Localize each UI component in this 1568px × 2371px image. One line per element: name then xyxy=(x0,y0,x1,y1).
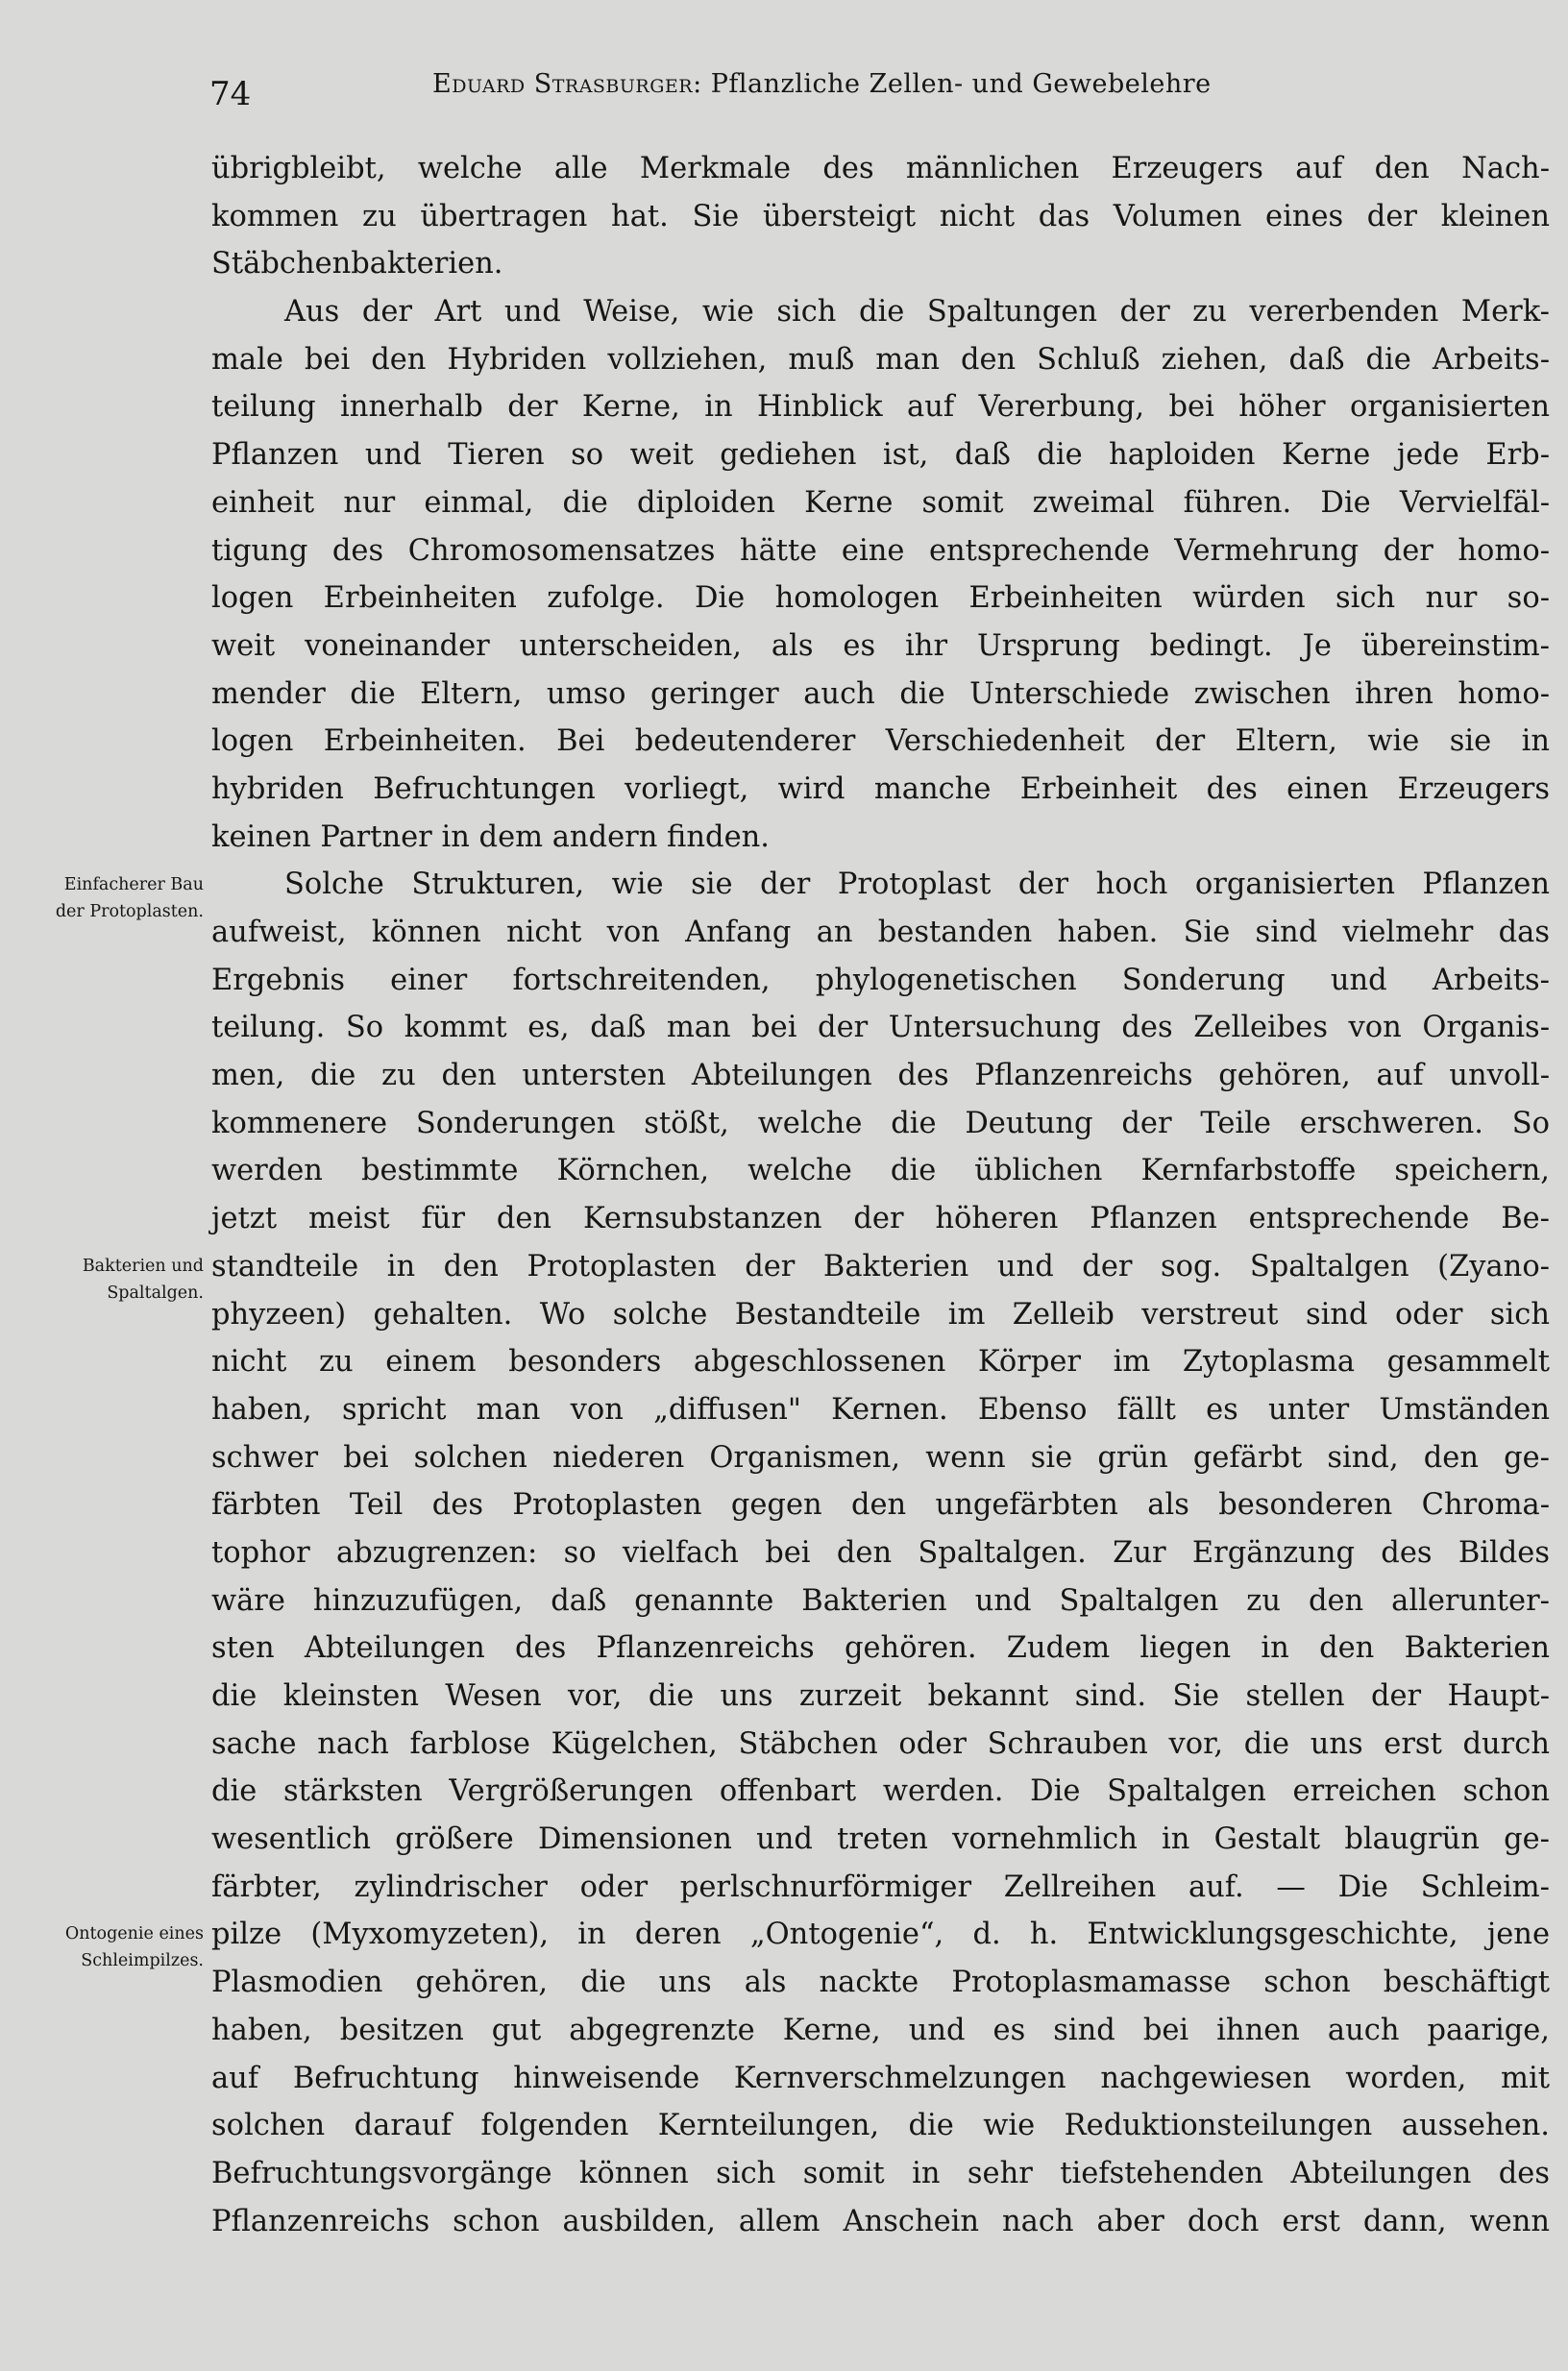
text-line: weit voneinander unterscheiden, als es ihr Ursprung bedingt. Je übereinstim- xyxy=(211,628,1550,663)
text-line: haben, besitzen gut abgegrenzte Kerne, und es sind bei ihnen auch paarige, xyxy=(211,2013,1550,2047)
text-line: haben, spricht man von „diffusen" Kernen. Ebenso fällt es unter Umständen xyxy=(211,1392,1550,1427)
text-line: tigung des Chromosomensatzes hätte eine entsprechende Vermehrung der homo- xyxy=(211,533,1550,568)
text-line: Aus der Art und Weise, wie sich die Spaltungen der zu vererbenden Merk- xyxy=(284,295,1550,330)
text-line: tophor abzugrenzen: so vielfach bei den Spaltalgen. Zur Ergänzung des Bildes xyxy=(211,1535,1550,1570)
text-line: solchen darauf folgenden Kernteilungen, die wie Reduktionsteilungen aussehen. xyxy=(211,2109,1550,2143)
margin-note-line: Ontogenie eines xyxy=(64,1924,204,1943)
text-line: sache nach farblose Kügelchen, Stäbchen oder Schrauben vor, die uns erst durch xyxy=(211,1726,1550,1761)
text-line: men, die zu den untersten Abteilungen des Pflanzenreichs gehören, auf unvoll- xyxy=(211,1059,1550,1093)
text-line: sten Abteilungen des Pflanzenreichs gehören. Zudem liegen in den Bakterien xyxy=(211,1631,1550,1666)
text-line: mender die Eltern, umso geringer auch die Unterschiede zwischen ihren homo- xyxy=(211,676,1550,711)
running-head-title: : Pflanzliche Zellen- und Gewebelehre xyxy=(693,69,1212,99)
text-line: male bei den Hybriden vollziehen, muß man den Schluß ziehen, daß die Arbeits- xyxy=(211,342,1550,377)
text-line: schwer bei solchen niederen Organismen, wenn sie grün gefärbt sind, den ge- xyxy=(211,1440,1550,1475)
margin-note-line: der Protoplasten. xyxy=(55,902,204,921)
text-line: auf Befruchtung hinweisende Kernverschmelzungen nachgewiesen worden, mit xyxy=(211,2061,1550,2095)
margin-note-line: Spaltalgen. xyxy=(107,1283,204,1303)
text-line: werden bestimmte Körnchen, welche die üblichen Kernfarbstoffe speichern, xyxy=(211,1154,1550,1188)
margin-note-einfacherer-bau xyxy=(56,871,204,925)
text-line: die kleinsten Wesen vor, die uns zurzeit bekannt sind. Sie stellen der Haupt- xyxy=(211,1679,1550,1713)
text-line: kommenere Sonderungen stößt, welche die Deutung der Teile erschweren. So xyxy=(211,1106,1550,1140)
margin-note-ontogenie xyxy=(65,1920,204,1974)
body-text xyxy=(211,145,1550,2245)
page-number: 74 xyxy=(209,75,252,113)
running-head xyxy=(432,69,1212,99)
margin-note-line: Schleimpilzes. xyxy=(81,1951,204,1970)
text-line: Plasmodien gehören, die uns als nackte Protoplasmamasse schon beschäftigt xyxy=(211,1966,1550,2000)
text-line: logen Erbeinheiten. Bei bedeutenderer Verschiedenheit der Eltern, wie sie in xyxy=(211,724,1550,759)
text-line: standteile in den Protoplasten der Bakterien und der sog. Spaltalgen (Zyano- xyxy=(211,1249,1550,1283)
text-line: Befruchtungsvorgänge können sich somit in sehr tiefstehenden Abteilungen des xyxy=(211,2156,1550,2190)
margin-note-line: Einfacherer Bau xyxy=(63,875,204,894)
text-line: Solche Strukturen, wie sie der Protoplast der hoch organisierten Pflanzen xyxy=(284,868,1550,902)
text-line: aufweist, können nicht von Anfang an bestanden haben. Sie sind vielmehr das xyxy=(211,916,1550,949)
text-line: kommen zu übertragen hat. Sie übersteigt nicht das Volumen eines der kleinen xyxy=(211,199,1550,233)
running-head-author: Eduard Strasburger xyxy=(432,69,694,99)
text-line: keinen Partner in dem andern finden. xyxy=(211,819,770,854)
text-line: jetzt meist für den Kernsubstanzen der höheren Pflanzen entsprechende Be- xyxy=(211,1202,1550,1236)
text-line: hybriden Befruchtungen vorliegt, wird manche Erbeinheit des einen Erzeugers xyxy=(211,771,1550,806)
text-line: übrigbleibt, welche alle Merkmale des männlichen Erzeugers auf den Nach- xyxy=(211,152,1550,185)
text-line: teilung. So kommt es, daß man bei der Untersuchung des Zelleibes von Organis- xyxy=(211,1011,1550,1045)
text-line: Stäbchenbakterien. xyxy=(211,247,503,281)
text-line: Pflanzen und Tieren so weit gediehen ist, daß die haploiden Kerne jede Erb- xyxy=(211,438,1550,473)
margin-note-line: Bakterien und xyxy=(82,1257,204,1276)
text-line: logen Erbeinheiten zufolge. Die homologen Erbeinheiten würden sich nur so- xyxy=(211,581,1550,616)
text-line: phyzeen) gehalten. Wo solche Bestandteile im Zelleib verstreut sind oder sich xyxy=(211,1297,1550,1332)
text-line: einheit nur einmal, die diploiden Kerne somit zweimal führen. Die Vervielfäl- xyxy=(211,485,1550,520)
text-line: wesentlich größere Dimensionen und treten vornehmlich in Gestalt blaugrün ge- xyxy=(211,1822,1550,1857)
text-line: färbter, zylindrischer oder perlschnurförmiger Zellreihen auf. — Die Schleim- xyxy=(211,1870,1550,1904)
margin-note-bakterien xyxy=(83,1253,204,1307)
text-line: pilze (Myxomyzeten), in deren „Ontogenie“, d. h. Entwicklungsgeschichte, jene xyxy=(211,1918,1550,1952)
text-line: die stärksten Vergrößerungen offenbart werden. Die Spaltalgen erreichen schon xyxy=(211,1774,1550,1809)
text-line: wäre hinzuzufügen, daß genannte Bakterien und Spaltalgen zu den allerunter- xyxy=(211,1583,1550,1618)
text-line: nicht zu einem besonders abgeschlossenen Körper im Zytoplasma gesammelt xyxy=(211,1345,1550,1380)
text-line: Ergebnis einer fortschreitenden, phylogenetischen Sonderung und Arbeits- xyxy=(211,963,1550,997)
text-line: teilung innerhalb der Kerne, in Hinblick auf Vererbung, bei höher organisierten xyxy=(211,390,1550,425)
text-line: Pflanzenreichs schon ausbilden, allem Anschein nach aber doch erst dann, wenn xyxy=(211,2204,1550,2238)
text-line: färbten Teil des Protoplasten gegen den ungefärbten als besonderen Chroma- xyxy=(211,1488,1550,1523)
